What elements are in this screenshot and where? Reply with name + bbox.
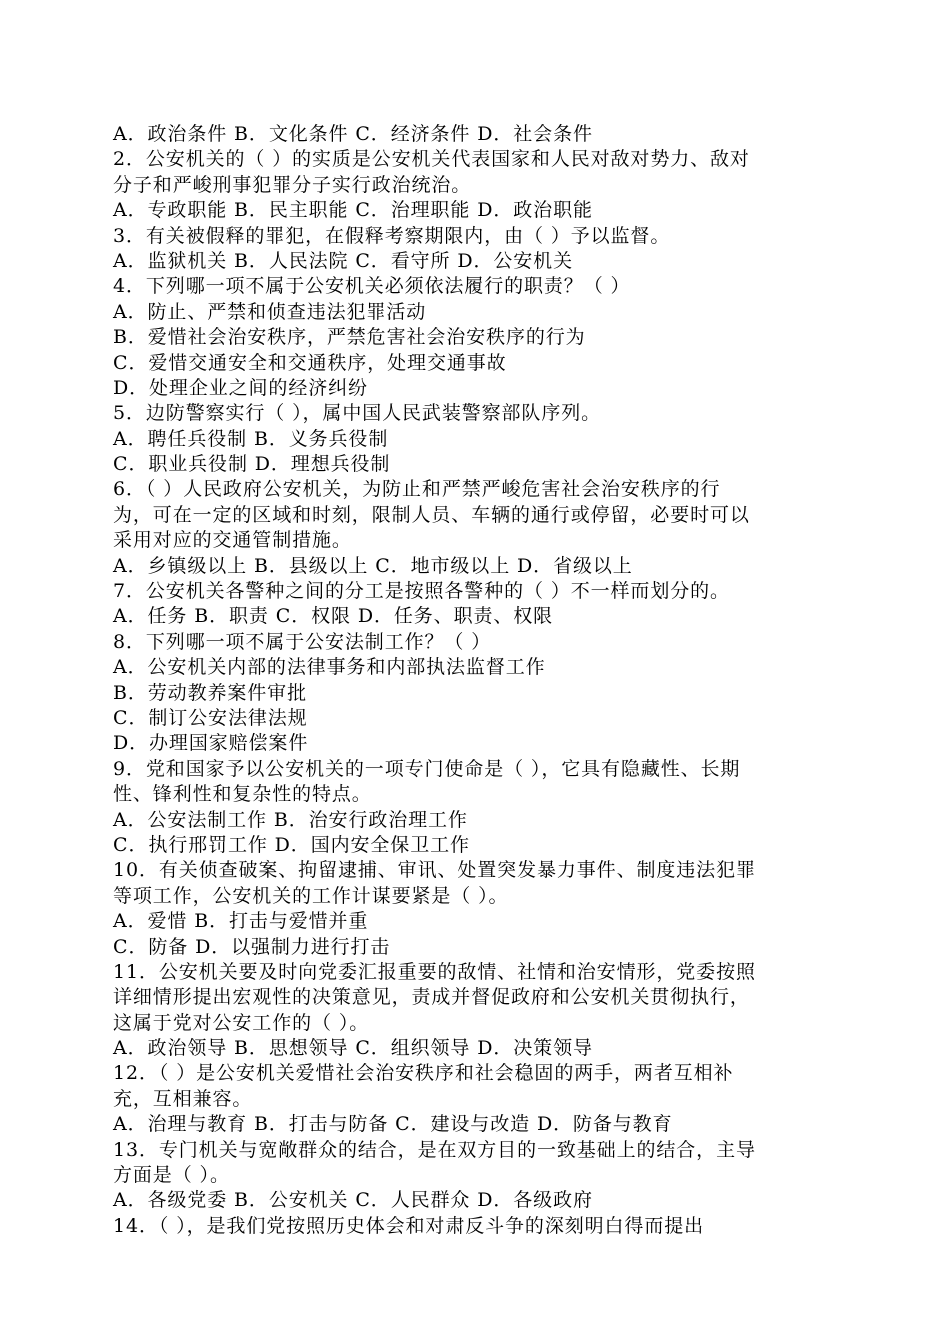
- text-line: 8．下列哪一项不属于公安法制工作？（ ）: [113, 630, 492, 653]
- text-line: B．劳动教养案件审批: [113, 681, 307, 704]
- document-body: [113, 122, 833, 1239]
- text-line: A．任务 B．职责 C．权限 D．任务、职责、权限: [113, 605, 554, 628]
- text-line: C．防备 D．以强制力进行打击: [113, 935, 391, 958]
- text-line: A．专政职能 B．民主职能 C．治理职能 D．政治职能: [113, 199, 593, 222]
- text-line: A．防止、严禁和侦查违法犯罪活动: [113, 300, 427, 323]
- text-line: C．职业兵役制 D．理想兵役制: [113, 453, 391, 476]
- text-line: 9．党和国家予以公安机关的一项专门使命是（ ），它具有隐藏性、长期: [113, 757, 741, 780]
- text-line: A．各级党委 B．公安机关 C．人民群众 D．各级政府: [113, 1189, 593, 1212]
- text-line: 10．有关侦查破案、拘留逮捕、审讯、处置突发暴力事件、制度违法犯罪: [113, 859, 756, 882]
- text-line: A．爱惜 B．打击与爱惜并重: [113, 910, 369, 933]
- text-line: 这属于党对公安工作的（ ）。: [113, 1011, 370, 1034]
- text-line: 11．公安机关要及时向党委汇报重要的敌情、社情和治安情形，党委按照: [113, 960, 756, 983]
- text-line: 3．有关被假释的罪犯，在假释考察期限内，由（ ）予以监督。: [113, 224, 671, 247]
- text-line: A．聘任兵役制 B．义务兵役制: [113, 427, 389, 450]
- text-line: 详细情形提出宏观性的决策意见，责成并督促政府和公安机关贯彻执行，: [113, 986, 750, 1009]
- text-line: A．公安法制工作 B．治安行政治理工作: [113, 808, 468, 831]
- text-line: 方面是（ ）。: [113, 1164, 230, 1187]
- text-line: A．监狱机关 B．人民法院 C．看守所 D．公安机关: [113, 249, 573, 272]
- text-line: B．爱惜社会治安秩序，严禁危害社会治安秩序的行为: [113, 326, 586, 349]
- text-line: C．爱惜交通安全和交通秩序，处理交通事故: [113, 351, 507, 374]
- text-line: 4．下列哪一项不属于公安机关必须依法履行的职责？（ ）: [113, 275, 631, 298]
- text-line: A．政治条件 B．文化条件 C．经济条件 D．社会条件: [113, 123, 593, 145]
- text-line: 7．公安机关各警种之间的分工是按照各警种的（ ）不一样而划分的。: [113, 580, 730, 603]
- text-line: C．制订公安法律法规: [113, 706, 308, 729]
- text-line: 性、锋利性和复杂性的特点。: [113, 783, 372, 806]
- text-line: 采用对应的交通管制措施。: [113, 529, 352, 552]
- text-line: A．政治领导 B．思想领导 C．组织领导 D．决策领导: [113, 1037, 593, 1060]
- text-line: 2．公安机关的（ ）的实质是公安机关代表国家和人民对敌对势力、敌对: [113, 148, 750, 171]
- text-line: A．乡镇级以上 B．县级以上 C．地市级以上 D．省级以上: [113, 554, 633, 577]
- text-line: 为，可在一定的区域和时刻，限制人员、车辆的通行或停留，必要时可以: [113, 503, 750, 526]
- text-line: C．执行邢罚工作 D．国内安全保卫工作: [113, 833, 470, 856]
- text-line: D．办理国家赔偿案件: [113, 732, 309, 755]
- text-line: A．治理与教育 B．打击与防备 C．建设与改造 D．防备与教育: [113, 1113, 673, 1136]
- text-line: 12．（ ）是公安机关爱惜社会治安秩序和社会稳固的两手，两者互相补: [113, 1062, 734, 1085]
- text-line: 5．边防警察实行（ ），属中国人民武装警察部队序列。: [113, 402, 602, 425]
- text-line: 14．（ ），是我们党按照历史体会和对肃反斗争的深刻明白得而提出: [113, 1214, 705, 1237]
- text-line: D．处理企业之间的经济纠纷: [113, 376, 368, 399]
- text-line: 分子和严峻刑事犯罪分子实行政治统治。: [113, 173, 472, 196]
- text-line: 13．专门机关与宽敞群众的结合，是在双方目的一致基础上的结合，主导: [113, 1138, 756, 1161]
- text-line: 6．（ ）人民政府公安机关，为防止和严禁严峻危害社会治安秩序的行: [113, 478, 721, 501]
- text-line: 充，互相兼容。: [113, 1087, 253, 1110]
- text-line: 等项工作，公安机关的工作计谋要紧是（ ）。: [113, 884, 509, 907]
- text-line: A．公安机关内部的法律事务和内部执法监督工作: [113, 656, 546, 679]
